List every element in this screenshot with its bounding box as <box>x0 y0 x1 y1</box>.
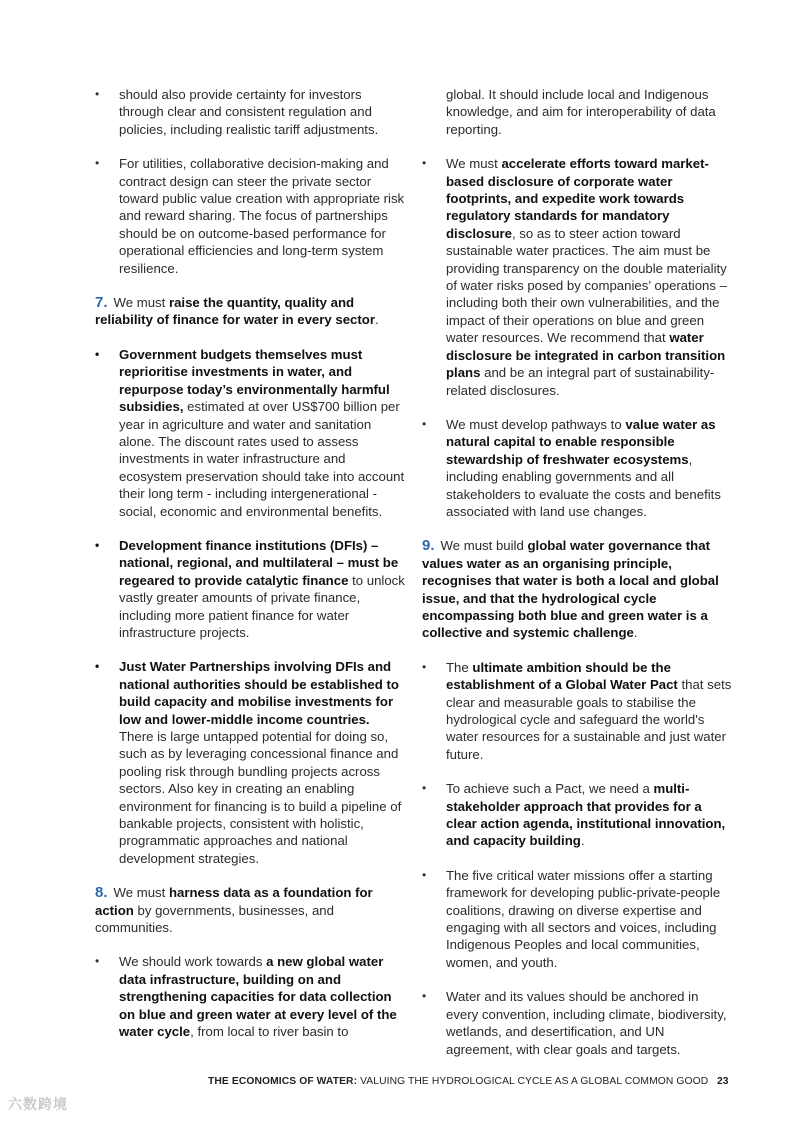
bullet: • <box>95 87 100 101</box>
continued-text: global. It should include local and Indigenous knowledge, and aim for interoperability of data reporting. <box>446 87 716 137</box>
item-text: , including enabling governments and all stakeholders to evaluate the costs and benefits associated with land use changes. <box>446 451 721 519</box>
item-text: We must develop pathways to <box>446 416 626 432</box>
list-item <box>422 416 734 520</box>
list-item <box>95 86 407 138</box>
item-text: The five critical water missions offer a starting framework for developing public-private-people coalitions, drawing on diverse expertise and engaging with all sectors and voices, including Indigenous Peoples and local communities, women, and youth. <box>446 867 721 970</box>
heading-bold: raise the quantity, quality and reliability of finance for water in every sector <box>95 295 375 328</box>
watermark-logo: 六数跨境 <box>8 1096 68 1112</box>
list-item <box>422 867 734 971</box>
section-7-heading <box>95 294 407 329</box>
heading-text: We must build <box>440 538 528 554</box>
page-number: 23 <box>717 1076 729 1087</box>
item-bold: Development finance institutions (DFIs) – national, regional, and multilateral – must be regeared to provide catalytic finance <box>119 537 399 588</box>
right-column <box>422 86 734 1075</box>
section-8-heading <box>95 884 407 936</box>
list-item <box>422 155 734 399</box>
bullet: • <box>422 659 427 674</box>
left-column <box>95 86 407 1058</box>
item-bold: a new global water data infrastructure, building on and strengthening capacities for data collection on blue and green water at every level of the water cycle <box>119 954 397 1040</box>
list-item <box>95 155 407 277</box>
list-item <box>95 953 407 1040</box>
list-item <box>422 988 734 1058</box>
running-footer <box>208 1076 708 1087</box>
item-bold: ultimate ambition should be the establishment of a Global Water Pact <box>446 659 678 693</box>
item-text: Water and its values should be anchored in every convention, including climate, biodiversity, wetlands, and desertification, and UN agreement, with clear goals and targets. <box>446 989 727 1057</box>
item-bold: Just Water Partnerships involving DFIs and national authorities should be established to build capacity and mobilise investments for low and lower-middle income countries. <box>119 659 399 727</box>
item-text: . <box>580 833 585 849</box>
item-text: For utilities, collaborative decision-making and contract design can steer the private sector toward public value creation with appropriate risk and reward sharing. The focus of partnerships should be on outcome-based performance for operational efficiencies and long-term system resilience. <box>119 156 405 276</box>
item-text: To achieve such a Pact, we need a <box>446 781 654 797</box>
bullet: • <box>95 537 100 552</box>
heading-bold: harness data as a foundation for action <box>95 885 373 918</box>
list-item <box>95 537 407 641</box>
item-text: We must <box>446 156 502 172</box>
heading-text: . <box>633 625 638 641</box>
section-9-heading <box>422 537 734 641</box>
item-text: We should work towards <box>119 954 267 970</box>
list-item <box>95 658 407 867</box>
bullet: • <box>95 156 100 171</box>
list-item <box>422 659 734 763</box>
footer-title-bold: THE ECONOMICS OF WATER: <box>208 1076 358 1087</box>
heading-bold: global water governance that values water as an organising principle, recognises that water is both a local and global issue, and that the hydrological cycle encompassing both blue and green water is a collective and systemic challenge <box>422 538 719 641</box>
bullet: • <box>422 156 427 171</box>
list-item <box>95 346 407 520</box>
list-item <box>422 780 734 850</box>
bullet: • <box>95 346 100 361</box>
heading-text: . <box>374 312 379 328</box>
bullet: • <box>422 416 427 431</box>
item-text: should also provide certainty for investors through clear and consistent regulation and policies, including realistic tariff adjustments. <box>119 87 379 137</box>
bullet: • <box>422 781 427 796</box>
item-text: that sets clear and measurable goals to stabilise the hydrological cycle and safeguard the world's water resources for a sustainable and just water future. <box>446 677 732 762</box>
bullet: • <box>422 867 427 882</box>
item-text: , so as to steer action toward sustainable water practices. The aim must be providing transparency on the double materiality of water risks posed by companies’ operations – including both their own vulnerabilities, and the impact of their operations on blue and green water resources. We recommend that <box>446 225 727 346</box>
item-text: and be an integral part of sustainability-related disclosures. <box>446 365 715 398</box>
bullet: • <box>95 954 100 969</box>
item-bold: Government budgets themselves must reprioritise investments in water, and repurpose today’s environmentally harmful subsidies, <box>119 346 390 415</box>
section-number: 9. <box>422 537 435 555</box>
heading-text: We must <box>113 885 169 901</box>
item-bold: water disclosure be integrated in carbon transition plans <box>446 330 726 381</box>
item-text: There is large untapped potential for doing so, such as by leveraging concessional finance and pooling risk through bundling projects across sectors. Also key in creating an enabling environment for financing is to build a pipeline of bankable projects, consistent with holistic, programmatic approaches and national development strategies. <box>119 729 402 866</box>
heading-text: We must <box>113 295 169 311</box>
item-text: to unlock vastly greater amounts of private finance, including more patient finance for water infrastructure projects. <box>119 572 405 640</box>
footer-title: VALUING THE HYDROLOGICAL CYCLE AS A GLOBAL COMMON GOOD <box>357 1076 709 1087</box>
item-text: estimated at over US$700 billion per year in agriculture and water and sanitation alone. The discount rates used to assess investments in water infrastructure and ecosystem preservation should take into account their long term - including intergenerational - social, economic and environmental benefits. <box>119 399 405 519</box>
heading-text: by governments, businesses, and communities. <box>95 902 334 936</box>
section-number: 8. <box>95 884 108 902</box>
section-number: 7. <box>95 294 108 312</box>
item-bold: multi-stakeholder approach that provides for a clear action agenda, institutional innovation, and capacity building <box>446 781 726 849</box>
bullet: • <box>422 989 427 1004</box>
bullet: • <box>95 659 100 674</box>
item-text: , from local to river basin to <box>190 1024 349 1040</box>
item-bold: value water as natural capital to enable responsible stewardship of freshwater ecosystems <box>446 416 716 467</box>
item-bold: accelerate efforts toward market-based disclosure of corporate water footprints, and expedite work towards regulatory standards for mandatory disclosure <box>446 156 709 241</box>
item-text: The <box>446 659 473 675</box>
